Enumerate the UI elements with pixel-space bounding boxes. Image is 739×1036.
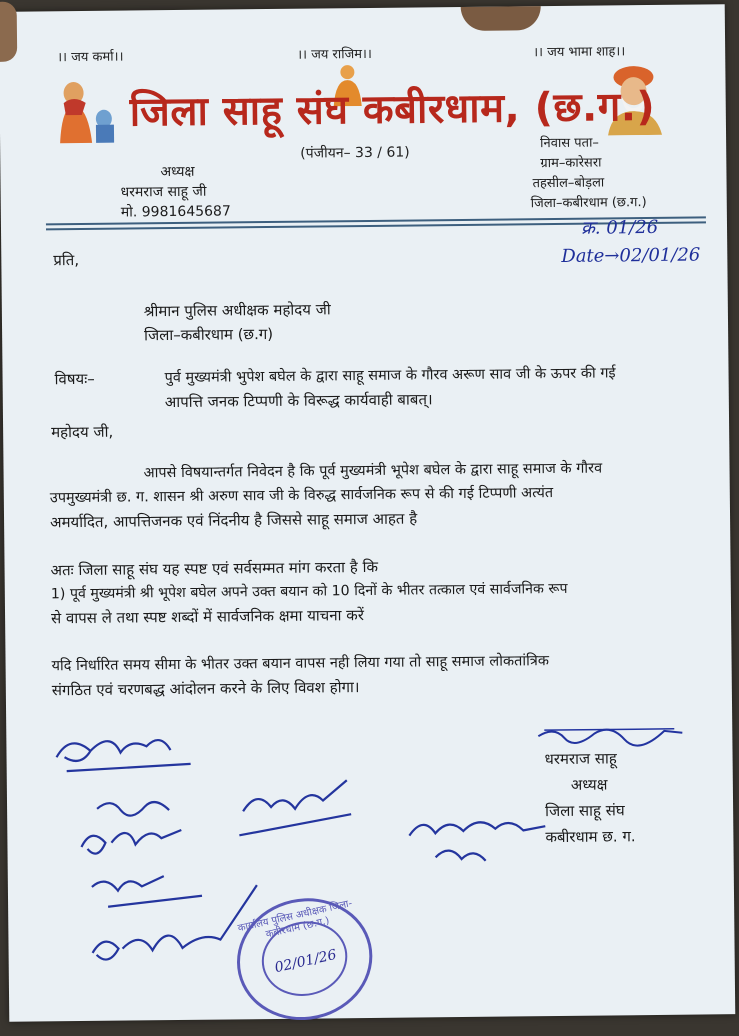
member-signature-right	[405, 806, 556, 878]
finger-left	[0, 2, 17, 62]
signoff-block	[544, 745, 635, 850]
para1-line-3: अमर्यादित, आपत्तिजनक एवं निंदनीय है जिससे साहू समाज आहत है	[49, 509, 418, 532]
subject-label: विषयः–	[54, 369, 95, 389]
warning-line-1: यदि निर्धारित समय सीमा के भीतर उक्त बयान वापस नही लिया गया तो साहू समाज लोकतांत्रिक	[51, 653, 550, 675]
address-tehsil: तहसील–बोड़ला	[532, 175, 605, 192]
president-title: अध्यक्ष	[160, 163, 195, 181]
address-block	[530, 133, 647, 214]
recipient-line-2: जिला–कबीरधाम (छ.ग)	[144, 324, 274, 345]
warning-line-2: संगठित एवं चरणबद्ध आंदोलन करने के लिए विवश होगा।	[51, 678, 360, 700]
reference-number: क्र. 01/26	[580, 216, 659, 239]
karma-mata-illustration	[51, 73, 122, 146]
registration-number: (पंजीयन– 33 / 61)	[300, 144, 410, 162]
address-district: जिला–कबीरधाम (छ.ग.)	[530, 195, 647, 212]
subject-line-1: पुर्व मुख्यमंत्री भुपेश बघेल के द्वारा साहू समाज के गौरव अरूण साव जी के ऊपर की गई	[164, 365, 616, 387]
stamp-text: कार्यालय पुलिस अधीक्षक जिला-कबीरधाम (छ.ग.)	[236, 898, 354, 941]
member-signature-center	[235, 770, 356, 841]
address-village: ग्राम–कारेसरा	[540, 155, 602, 172]
president-block	[120, 161, 231, 222]
subject-line-2: आपत्ति जनक टिप्पणी के विरूद्ध कार्यवाही बाबत्।	[164, 390, 433, 412]
org-title: जिला साहू संघ कबीरधाम, (छ.ग.)	[129, 83, 656, 136]
signoff-place: कबीरधाम छ. ग.	[545, 827, 636, 847]
signoff-name: धरमराज साहू	[544, 749, 617, 769]
signoff-title: अध्यक्ष	[570, 775, 608, 794]
letter-paper	[0, 4, 735, 1022]
demand-1-line-2: से वापस ले तथा स्पष्ट शब्दों में सार्वजनिक क्षमा याचना करें	[50, 606, 365, 628]
stamp-date: 02/01/26	[273, 946, 339, 977]
invocation-bhamashah: ।। जय भामा शाह।।	[533, 44, 626, 61]
recipient-line-1: श्रीमान पुलिस अधीक्षक महोदय जी	[143, 300, 331, 321]
demand-1-line-1: 1) पूर्व मुख्यमंत्री श्री भूपेश बघेल अपने उक्त बयान को 10 दिनों के भीतर तत्काल एवं सार्वजनिक रूप	[50, 580, 568, 603]
president-name: धरमराज साहू जी	[120, 183, 207, 201]
signoff-org: जिला साहू संघ	[545, 801, 625, 821]
president-mobile: मो. 9981645687	[120, 203, 231, 221]
finger-top	[461, 6, 541, 31]
letter-date: Date→02/01/26	[561, 244, 701, 267]
para1-line-1: आपसे विषयान्तर्गत निवेदन है कि पूर्व मुख्यमंत्री भूपेश बघेल के द्वारा साहू समाज के गौरव	[143, 460, 603, 482]
invocation-rajim: ।। जय राजिम।।	[297, 46, 372, 63]
salutation: महोदय जी,	[51, 422, 114, 442]
para1-line-2: उपमुख्यमंत्री छ. ग. शासन श्री अरुण साव जी के विरुद्ध सार्वजनिक रूप से की गई टिप्पणी अत्यंत	[49, 485, 554, 507]
demand-intro: अतः जिला साहू संघ यह स्पष्ट एवं सर्वसम्मत मांग करता है कि	[50, 557, 379, 580]
address-label: निवास पता–	[540, 135, 599, 152]
to-line: प्रति,	[53, 251, 80, 270]
invocation-karma: ।। जय कर्मा।।	[57, 49, 124, 66]
